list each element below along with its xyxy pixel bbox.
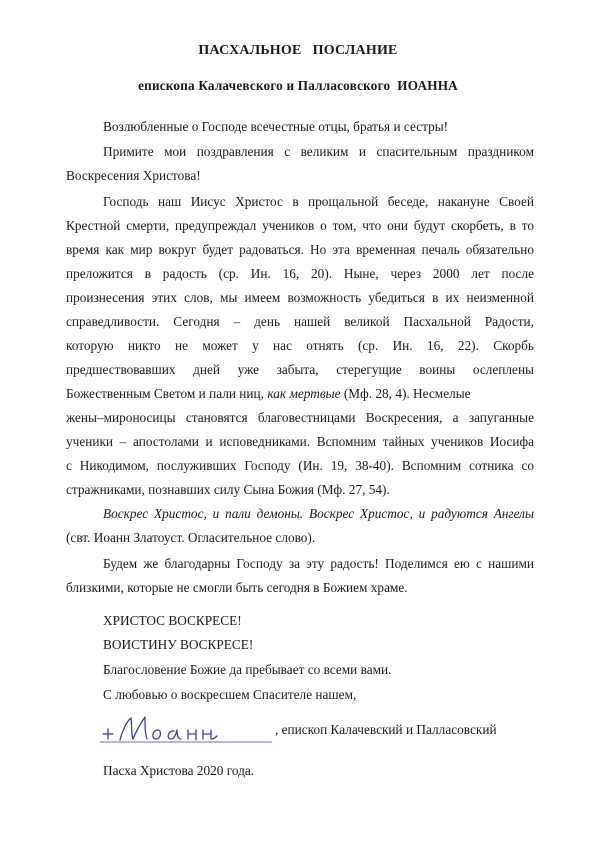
closing-christ-is-risen: ХРИСТОС ВОСКРЕСЕ! [103,613,242,628]
closing-blessing: Благословение Божие да пребывает со всеми вами. [103,662,392,677]
letter-date: Пасха Христова 2020 года. [103,763,255,778]
p2-line13: стражниками, познавших силу Сына Божия (Мф. 27, 54). [66,482,390,497]
closing-with-love: С любовью о воскресшем Спасителе нашем, [103,687,357,702]
p4-line1: Будем же благодарны Господу за эту радость! Поделимся ею с нашими [103,556,534,571]
p2-line6: справедливости. Сегодня – день нашей великой Пасхальной Радости, [66,314,534,329]
p2-line9-part1: Божественным Светом и пали ниц, [66,386,268,401]
p2-line3: время как мир вокруг будет радоваться. Но эта временная печаль обязательно [66,242,534,257]
p4-line2: близкими, которые не смогли быть сегодня в Божием храме. [66,580,408,595]
p2-line11: ученики – апостолами и исповедниками. Вспомним тайных учеников Иосифа [66,434,534,449]
signature-title: , епископ Калачевский и Палласовский [275,722,497,737]
p2-line9-part3: (Мф. 28, 4). Несмелые [340,386,471,401]
p2-line9-italic: как мертвые [267,386,341,401]
letter-title: ПАСХАЛЬНОЕ ПОСЛАНИЕ [198,43,398,58]
p2-line8: предшествовавших дней уже забыта, стерегущие воины ослеплены [66,362,534,377]
p2-line2: Крестной смерти, предупреждал учеников о том, что они будут скорбеть, в то [66,218,534,233]
p2-line9 [66,386,534,402]
letter-subtitle: епископа Калачевского и Палласовского ИОАННА [138,78,458,93]
greeting: Возлюбленные о Господе всечестные отцы, братья и сестры! [103,119,449,134]
p2-line10: жены–мироносицы становятся благовестницами Воскресения, а запуганные [66,410,534,425]
p1-line2: Воскресения Христова! [66,168,201,183]
p2-line7: которую никто не может у нас отнять (ср. Ин. 16, 22). Скорбь [66,338,534,353]
p1-line1: Примите мои поздравления с великим и спасительным праздником [103,144,534,159]
p2-line4: преложится в радость (ср. Ин. 16, 20). Ныне, через 2000 лет после [66,266,534,281]
p2-line5: произнесения этих слов, мы имеем возможность убедиться в их неизменной [66,290,534,305]
p3-line2-source: (свт. Иоанн Златоуст. Огласительное слово). [66,530,316,545]
p3-line1-quote: Воскрес Христос, и пали демоны. Воскрес Христос, и радуются Ангелы [103,506,534,521]
handwritten-signature [98,712,274,746]
p2-line1: Господь наш Иисус Христос в прощальной беседе, накануне Своей [103,194,534,209]
p2-line12: с Никодимом, послуживших Господу (Ин. 19, 38-40). Вспомним сотника со [66,458,534,473]
closing-truly-risen: ВОИСТИНУ ВОСКРЕСЕ! [103,637,254,652]
